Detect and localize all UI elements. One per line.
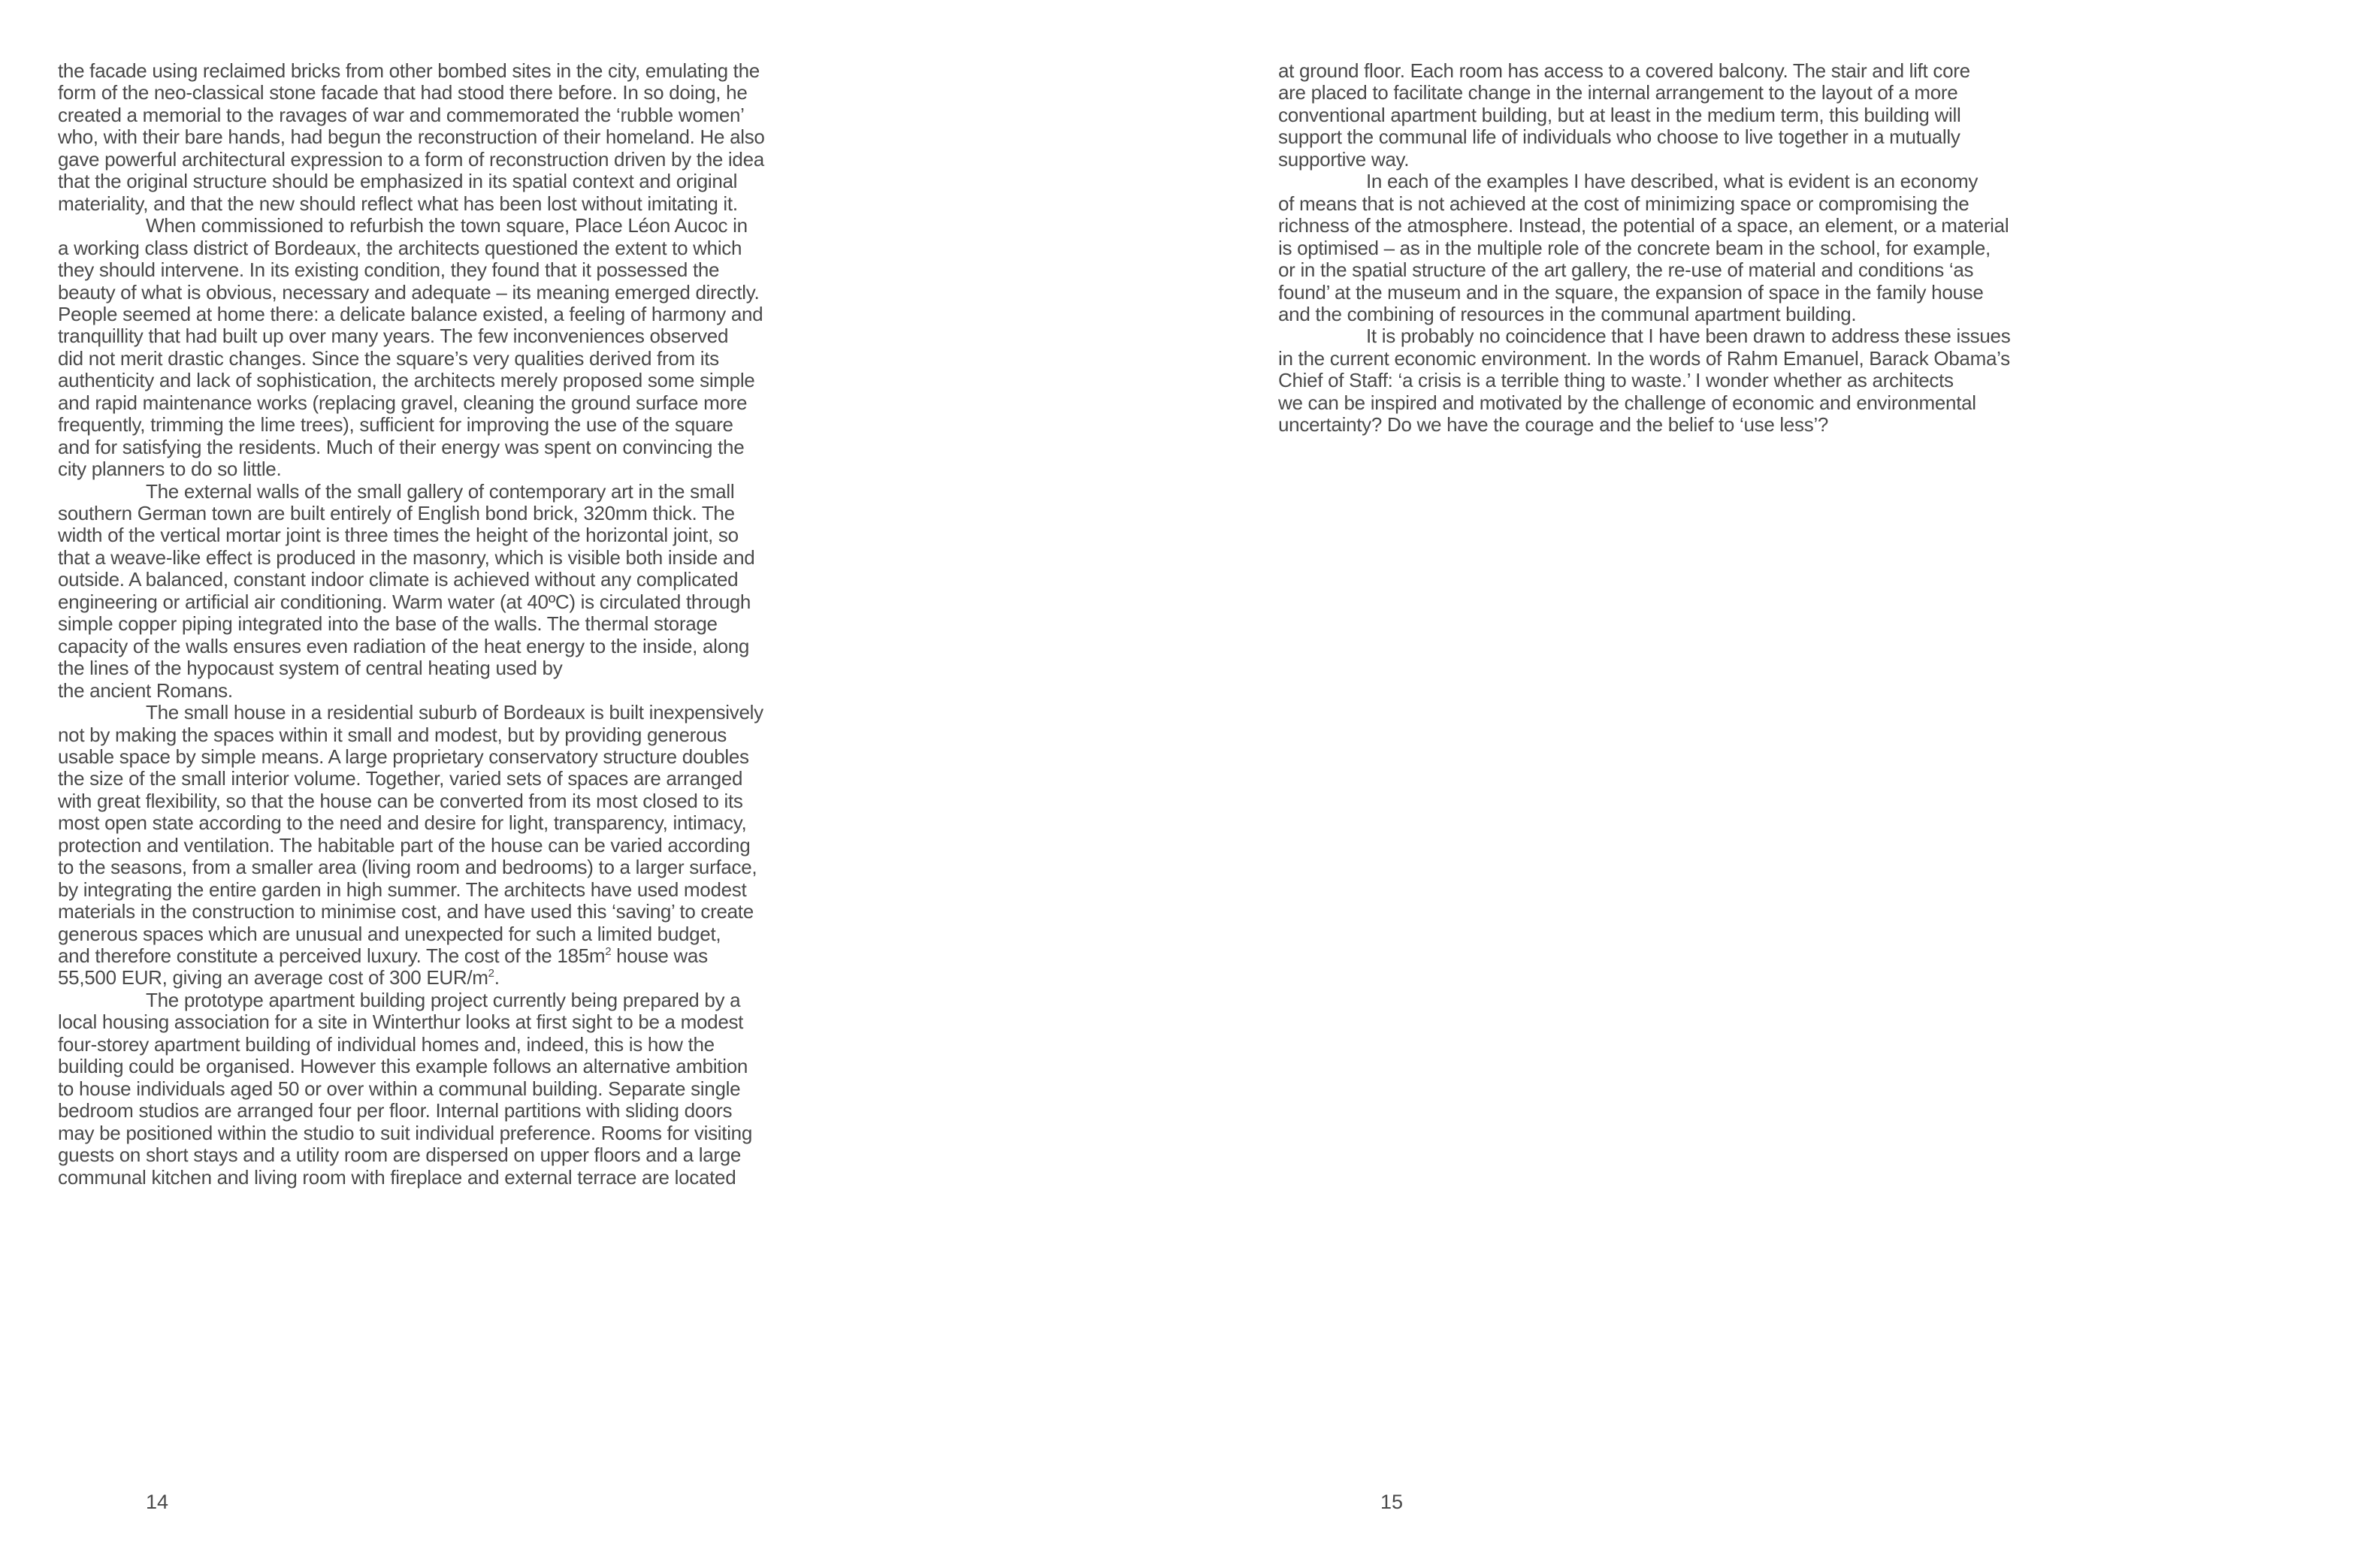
text-line: or in the spatial structure of the art gallery, the re-use of material and conditions ‘as	[1278, 258, 1974, 282]
paragraph-first-line: The external walls of the small gallery of contemporary art in the small	[146, 479, 735, 503]
text-line: and rapid maintenance works (replacing gravel, cleaning the ground surface more	[58, 391, 748, 414]
text-line: that the original structure should be emphasized in its spatial context and original	[58, 170, 738, 193]
text-line: 55,500 EUR, giving an average cost of 300 EUR/$m^2$.	[58, 966, 500, 989]
text-line: city planners to do so little.	[58, 458, 282, 481]
text-line: southern German town are built entirely of English bond brick, 320mm thick. The	[58, 502, 735, 524]
text-line: may be positioned within the studio to suit individual preference. Rooms for visiting	[58, 1121, 752, 1144]
text-line: width of the vertical mortar joint is three times the height of the horizontal joint, so	[58, 524, 739, 547]
text-line: did not merit drastic changes. Since the square’s very qualities derived from its	[58, 346, 719, 370]
text-line: form of the neo-classical stone facade that had stood there before. In so doing, he	[58, 81, 748, 104]
text-line: materiality, and that the new should reflect what has been lost without imitating it.	[58, 192, 738, 215]
text-line: by integrating the entire garden in high summer. The architects have used modest	[58, 878, 747, 901]
text-line: and therefore constitute a perceived luxury. The cost of the $185m^2$ house was	[58, 944, 708, 967]
text-line: supportive way.	[1278, 147, 1410, 171]
text-line: a working class district of Bordeaux, the architects questioned the extent to which	[58, 236, 742, 259]
text-line: gave powerful architectural expression to a form of reconstruction driven by the idea	[58, 147, 764, 171]
text-line: building could be organised. However this example follows an alternative ambition	[58, 1055, 748, 1078]
text-line: is optimised – as in the multiple role of the concrete beam in the school, for example,	[1278, 236, 1991, 259]
text-line: usable space by simple means. A large proprietary conservatory structure doubles	[58, 745, 749, 768]
text-line: People seemed at home there: a delicate balance existed, a feeling of harmony and	[58, 302, 763, 325]
paragraph-first-line: The small house in a residential suburb of Bordeaux is built inexpensively	[146, 701, 763, 724]
text-line: outside. A balanced, constant indoor climate is achieved without any complicated	[58, 568, 739, 591]
text-line: uncertainty? Do we have the courage and the belief to ‘use less’?	[1278, 413, 1829, 437]
text-line: beauty of what is obvious, necessary and adequate – its meaning emerged directly.	[58, 280, 760, 304]
text-line: and the combining of resources in the communal apartment building.	[1278, 302, 1857, 325]
text-line: simple copper piping integrated into the base of the walls. The thermal storage	[58, 612, 718, 636]
left-page-number: 14	[146, 1491, 169, 1513]
text-line: found’ at the museum and in the square, the expansion of space in the family house	[1278, 280, 1984, 304]
paragraph-first-line: When commissioned to refurbish the town square, Place Léon Aucoc in	[146, 214, 748, 237]
text-line: engineering or artificial air conditioning. Warm water (at 40ºC) is circulated through	[58, 590, 751, 613]
text-line: bedroom studios are arranged four per floor. Internal partitions with sliding doors	[58, 1099, 733, 1122]
text-line: the facade using reclaimed bricks from other bombed sites in the city, emulating the	[58, 59, 760, 82]
text-line: created a memorial to the ravages of war and commemorated the ‘rubble women’	[58, 103, 745, 126]
paragraph-first-line: The prototype apartment building project currently being prepared by a	[146, 988, 741, 1011]
text-line: frequently, trimming the lime trees), sufficient for improving the use of the square	[58, 413, 733, 437]
text-line: to the seasons, from a smaller area (living room and bedrooms) to a larger surface,	[58, 856, 757, 879]
text-line: not by making the spaces within it small and modest, but by providing generous	[58, 723, 727, 746]
text-line: richness of the atmosphere. Instead, the potential of a space, an element, or a material	[1278, 214, 2009, 237]
text-line: that a weave-like effect is produced in the masonry, which is visible both inside and	[58, 545, 755, 569]
text-line: conventional apartment building, but at least in the medium term, this building will	[1278, 103, 1961, 126]
paragraph-first-line: In each of the examples I have described, what is evident is an economy	[1366, 170, 1979, 193]
text-line: the size of the small interior volume. Together, varied sets of spaces are arranged	[58, 767, 743, 790]
text-line: in the current economic environment. In the words of Rahm Emanuel, Barack Obama’s	[1278, 346, 2010, 370]
text-line: tranquillity that had built up over many years. The few inconveniences observed	[58, 325, 729, 348]
text-line: Chief of Staff: ‘a crisis is a terrible thing to waste.’ I wonder whether as architects	[1278, 369, 1954, 392]
text-line: at ground floor. Each room has access to a covered balcony. The stair and lift core	[1278, 59, 1970, 82]
paragraph-first-line: It is probably no coincidence that I have been drawn to address these issues	[1366, 325, 2011, 348]
text-line: capacity of the walls ensures even radiation of the heat energy to the inside, along	[58, 634, 750, 657]
text-line: four-storey apartment building of individual homes and, indeed, this is how the	[58, 1032, 715, 1056]
right-page-number: 15	[1380, 1491, 1404, 1513]
text-line: are placed to facilitate change in the internal arrangement to the layout of a more	[1278, 81, 1958, 104]
text-line: guests on short stays and a utility room are dispersed on upper floors and a large	[58, 1144, 742, 1167]
text-line: the lines of the hypocaust system of central heating used by	[58, 657, 563, 680]
text-line: generous spaces which are unusual and unexpected for such a limited budget,	[58, 922, 721, 945]
text-line: local housing association for a site in Winterthur looks at first sight to be a modest	[58, 1011, 744, 1034]
text-line: the ancient Romans.	[58, 678, 233, 702]
text-line: support the communal life of individuals who choose to live together in a mutually	[1278, 125, 1960, 149]
text-line: we can be inspired and motivated by the challenge of economic and environmental	[1278, 391, 1976, 414]
right-page	[1184, 0, 2367, 1568]
text-line: authenticity and lack of sophistication, the architects merely proposed some simple	[58, 369, 755, 392]
text-line: most open state according to the need and desire for light, transparency, intimacy,	[58, 811, 747, 835]
text-line: communal kitchen and living room with fireplace and external terrace are located	[58, 1165, 736, 1189]
text-line: of means that is not achieved at the cost of minimizing space or compromising the	[1278, 192, 1969, 215]
text-line: who, with their bare hands, had begun the reconstruction of their homeland. He also	[58, 125, 765, 149]
text-line: they should intervene. In its existing condition, they found that it possessed the	[58, 258, 720, 282]
text-line: and for satisfying the residents. Much of their energy was spent on convincing the	[58, 435, 745, 458]
text-line: materials in the construction to minimise cost, and have used this ‘saving’ to create	[58, 900, 754, 923]
text-line: protection and ventilation. The habitable part of the house can be varied according	[58, 833, 751, 857]
text-line: to house individuals aged 50 or over within a communal building. Separate single	[58, 1077, 741, 1100]
text-line: with great flexibility, so that the house can be converted from its most closed to its	[58, 789, 743, 812]
